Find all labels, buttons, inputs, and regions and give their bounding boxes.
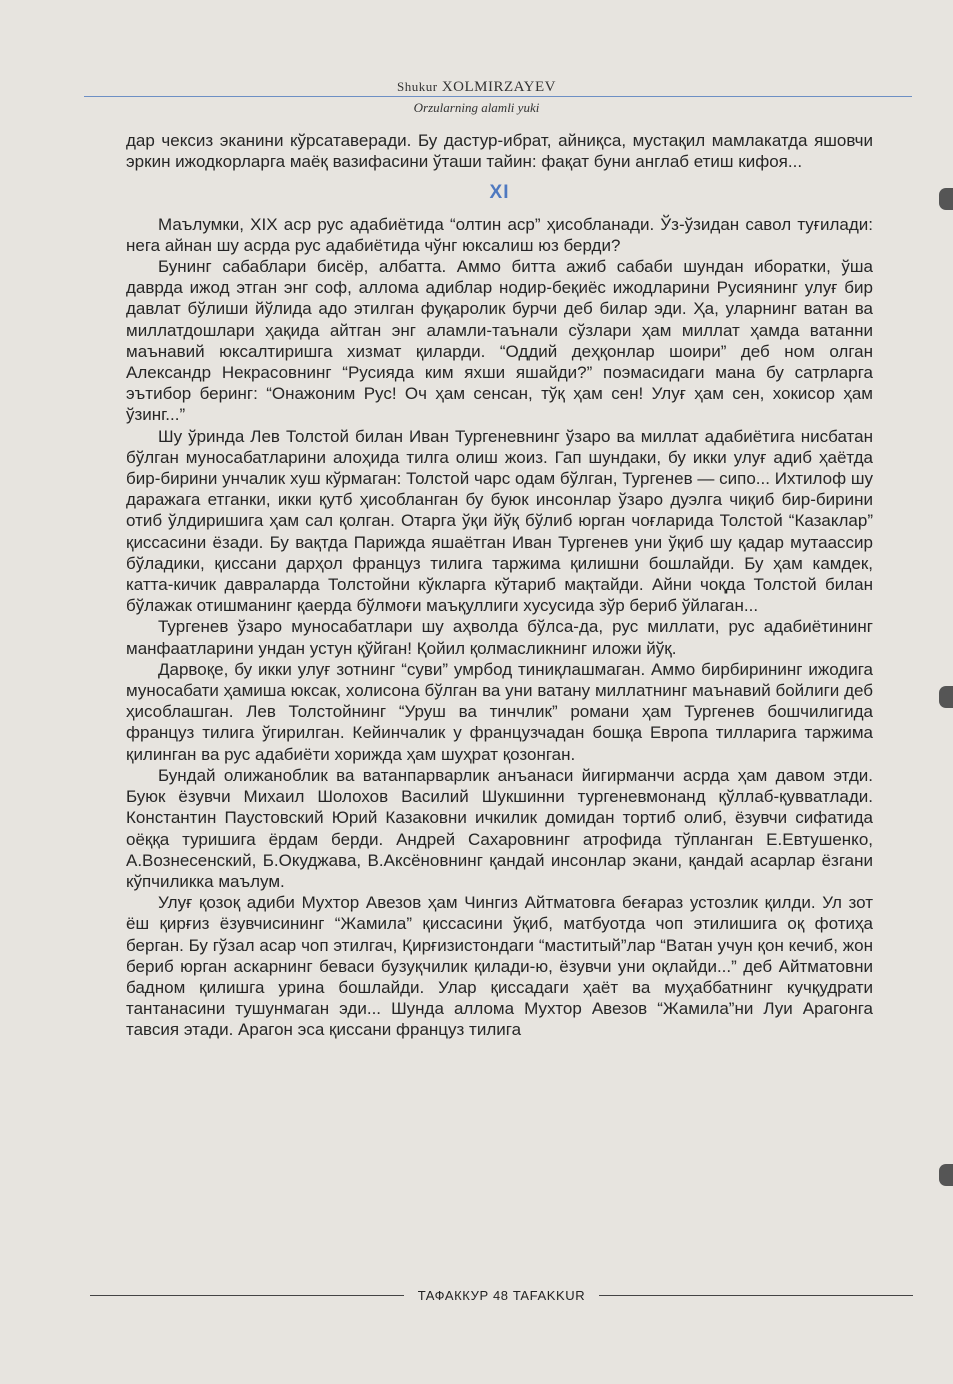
paragraph: Маълумки, XIX аср рус адабиётида “олтин аср” ҳисобланади. Ўз-ўзидан савол туғилади: нега айнан шу асрда рус адабиётида чўнг юксалиш юз берди? xyxy=(126,214,873,255)
paragraph: Бунинг сабаблари бисёр, албатта. Аммо битта ажиб сабаби шундан иборатки, ўша даврда ижод этган энг соф, аллома адиблар нодир-беқиёс ижодларини Русиянинг улуғ бир давлат бўлиши йўлида адо этилган фуқаролик бурчи деб билар эди. Ҳа, уларнинг ватан ва миллатдошлари ҳақида айтган энг аламли-таънали сўзлари ҳам миллат ҳамда ватанни маънавий юксалтиришга хизмат қиларди. “Оддий деҳқонлар шоири” деб ном олган Александр Некрасовнинг “Русияда ким яхши яшайди?” поэмасидаги мана бу сатрларга эътибор беринг: “Онажоним Рус! Оч ҳам сенсан, тўқ ҳам сен! Улуғ ҳам сен, хокисор ҳам ўзинг...” xyxy=(126,257,873,425)
header-author-last: XOLMIRZAYEV xyxy=(441,79,556,95)
footer-label: ТАФАККУР 48 TAFAKKUR xyxy=(417,1287,586,1303)
paragraph: Шу ўринда Лев Толстой билан Иван Тургеневнинг ўзаро ва миллат адабиётига нисбатан бўлган муносабатларини алоҳида тилга олиш жоиз. Гап шундаки, бу икки улуғ адиб ҳаётда бир-бирини унчалик хуш кўрмаган: Толстой чарс одам бўлган, Тургенев — сипо... Ихтилоф шу даражага етганки, икки қутб ҳисобланган бу буюк инсонлар ўзаро дуэлга чиқиб бир-бирини отиб ўлдиришига ҳам сал қолган. Отарга ўқи йўқ бўлиб юрган чоғларида Толстой “Казаклар” қиссасини ёзади. Бу вақтда Парижда яшаётган Иван Тургенев уни ўқиб шу қадар мутаассир бўладики, қиссани дарҳол француз тилига таржима қилишни бошлайди. Бу ҳам камдек, катта-кичик давраларда Толстойни кўкларга кўтариб мақтайди. Айни чоқда Толстой билан бўлажак отишманинг қаерда бўлмоғи маъқуллиги хусусида зўр бериб ўйлаган... xyxy=(126,426,873,616)
header-author-first: Shukur xyxy=(397,79,438,94)
binder-hole-mark xyxy=(939,1164,953,1186)
section-number: XI xyxy=(489,182,510,204)
paragraph: Дарвоқе, бу икки улуғ зотнинг “суви” умрбод тиниқлашмаган. Аммо бирбирининг ижодига муносабати ҳамиша юксак, холисона бўлган ва уни ватану миллатнинг маънавий бойлиги деб ҳисоблашган. Лев Толстойнинг “Уруш ва тинчлик” романи ҳам Тургенев бошчилигида француз тилига ўгирилган. Кейинчалик у французчадан бошқа Европа тилларига таржима қилинган ва рус адабиёти хорижда ҳам шуҳрат қозонган. xyxy=(126,659,873,764)
header-author xyxy=(397,79,556,95)
paragraph: Улуғ қозоқ адиби Мухтор Авезов ҳам Чингиз Айтматовга беғараз устозлик қилди. Ул зот ёш қирғиз ёзувчисининг “Жамила” қиссасини ўқиб, матбуотда чоп этилишига оқ фотиҳа берган. Бу гўзал асар чоп этилгач, Қирғизистондаги “маститый”лар “Ватан учун қон кечиб, жон бериб юрган аскарнинг беваси бузуқчилик қилади-ю, ёзувчи уни оқлайди...” деб Айтматовни бадном қилишга урина бошлайди. Улар қиссадаги ҳаёт ва муҳаббатнинг кучқудрати тантанасини тушунмаган эди... Шунда аллома Мухтор Авезов “Жамила”ни Луи Арагонга тавсия этади. Арагон эса қиссани француз тилига xyxy=(126,893,873,1040)
page-footer xyxy=(90,1285,913,1305)
header-title: Orzularning alamli yuki xyxy=(413,100,540,115)
binder-hole-mark xyxy=(939,188,953,210)
paragraph-continuation: дар чексиз эканини кўрсатаверади. Бу дастур-ибрат, айниқса, мустақил мамлакатда яшовчи эркин ижодкорларга маёқ вазифасини ўташи тайин: фақат буни англаб етиш кифоя... xyxy=(126,131,873,172)
paragraph: Бундай олижаноблик ва ватанпарварлик анъанаси йигирманчи асрда ҳам давом этди. Буюк ёзувчи Михаил Шолохов Василий Шукшинни тургеневмонанд қўллаб-қувватлади. Константин Паустовский Юрий Казаковни ичкилик домидан тортиб олиб, ёзувчи сифатида оёққа туришига ёрдам берди. Андрей Сахаровнинг атрофида тўпланган Е.Евтушенко, А.Вознесенский, Б.Окуджава, В.Аксёновнинг қандай инсонлар экани, қандай асарлар ёзгани кўпчиликка маълум. xyxy=(126,765,873,891)
article-body xyxy=(126,130,873,1041)
running-header xyxy=(0,78,953,96)
binder-hole-mark xyxy=(939,686,953,708)
footer-rule-left xyxy=(90,1295,404,1296)
paragraph: Тургенев ўзаро муносабатлари шу аҳволда бўлса-да, рус миллати, рус адабиётининг манфаатларини ундан устун қўйган! Қойил қолмасликнинг иложи йўқ. xyxy=(126,617,873,658)
header-rule xyxy=(84,96,912,97)
footer-rule-right xyxy=(599,1295,913,1296)
